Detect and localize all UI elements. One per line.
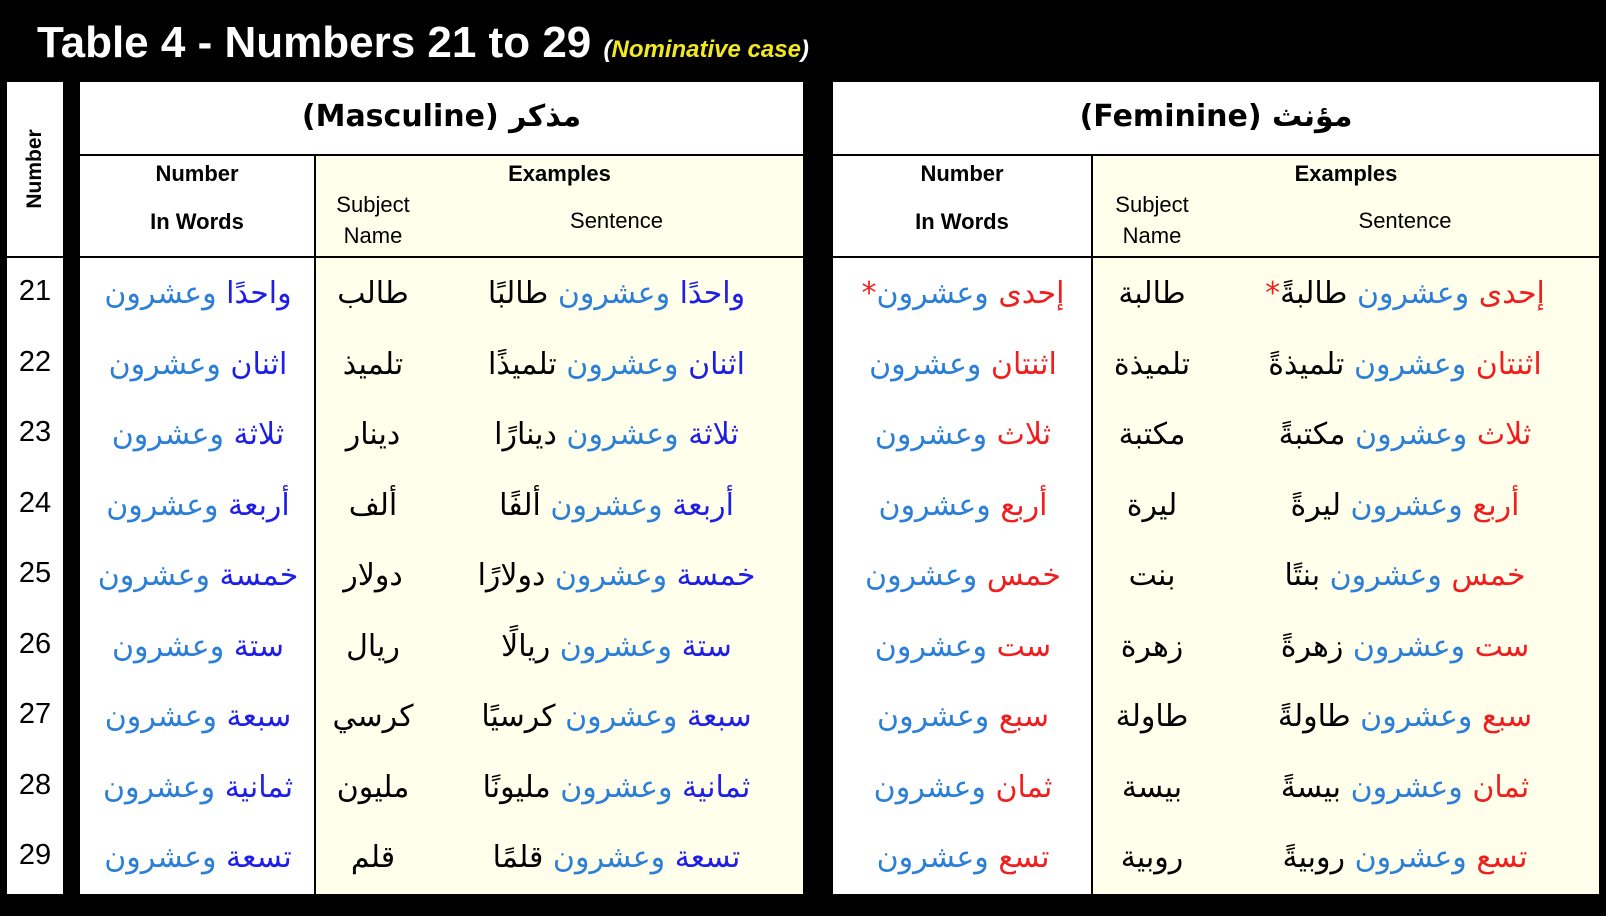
wa-conjunction: و <box>200 769 216 805</box>
masc-name-label: Name <box>343 223 403 248</box>
wa-conjunction: و <box>650 840 666 875</box>
number-cell: 22 <box>18 345 52 378</box>
number-word: خمس <box>1451 558 1526 593</box>
footnote-star: * <box>1265 276 1281 311</box>
subject-name: طاولة <box>1115 699 1189 734</box>
counted-noun: دولارًا <box>477 558 546 593</box>
subject-name: قلم <box>350 840 396 875</box>
fem-sentence <box>1211 258 1599 329</box>
masc-number-in-words <box>80 752 316 823</box>
number-word: تسع <box>998 840 1050 875</box>
ishrun-word: عشرون <box>1352 628 1451 664</box>
masc-examples-header <box>316 156 803 256</box>
masc-number-label: Number <box>155 161 239 186</box>
wa-conjunction: و <box>974 840 989 875</box>
subject-name: ريال <box>346 628 400 664</box>
ishrun-word: عشرون <box>108 346 207 382</box>
masc-sentence <box>430 611 803 682</box>
counted-noun: روبيةً <box>1282 840 1346 875</box>
wa-conjunction: و <box>195 558 210 593</box>
ishrun-word: عشرون <box>106 487 204 523</box>
ishrun-word: عشرون <box>552 840 651 875</box>
number-word: اثنتان <box>1475 346 1542 382</box>
subject-name: ألف <box>348 487 398 523</box>
feminine-row <box>833 470 1599 541</box>
masculine-row <box>80 470 803 541</box>
masc-number-in-words <box>80 329 316 400</box>
masculine-panel <box>78 80 805 896</box>
number-word: واحدًا <box>226 276 292 311</box>
ishrun-word: عشرون <box>102 769 201 805</box>
masculine-row <box>80 822 803 893</box>
subject-name: تلميذة <box>1113 346 1191 382</box>
number-word: ثمانية <box>224 769 294 805</box>
ishrun-word: عشرون <box>878 487 977 523</box>
ishrun-word: عشرون <box>559 628 658 664</box>
fem-subject-name <box>1093 329 1211 400</box>
subject-name: ليرة <box>1126 487 1178 523</box>
subject-name: زهرة <box>1120 628 1184 664</box>
fem-name-label: Name <box>1122 223 1182 248</box>
wa-conjunction: و <box>1450 628 1466 664</box>
wa-conjunction: و <box>655 276 671 311</box>
fem-number-in-words <box>833 752 1093 823</box>
number-word: أربع <box>1472 487 1520 523</box>
wa-conjunction: و <box>974 276 989 311</box>
counted-noun: ألفًا <box>499 487 541 523</box>
number-word: سبع <box>998 699 1049 734</box>
fem-number-label: Number <box>920 161 1004 186</box>
wa-conjunction: و <box>1452 417 1468 452</box>
ishrun-word: عشرون <box>557 276 656 311</box>
ishrun-word: عشرون <box>104 276 203 311</box>
fem-subject-name <box>1093 681 1211 752</box>
wa-conjunction: و <box>1448 487 1463 523</box>
masc-subject-label: Subject <box>336 192 410 217</box>
ishrun-word: عشرون <box>873 769 972 805</box>
counted-noun: تلميذًا <box>487 346 557 382</box>
masc-inwords-label: In Words <box>150 209 244 234</box>
bottom-border <box>0 896 1606 916</box>
fem-number-in-words <box>833 329 1093 400</box>
fem-sentence <box>1211 470 1599 541</box>
fem-subject-label: Subject <box>1115 192 1189 217</box>
masc-subject-name <box>316 752 430 823</box>
feminine-row <box>833 329 1599 400</box>
masc-sentence <box>430 681 803 752</box>
subject-name: دينار <box>345 417 401 452</box>
masculine-column-headers <box>80 156 803 258</box>
number-word: ثلاثة <box>688 417 739 452</box>
number-word: سبعة <box>226 699 292 734</box>
fem-sentence <box>1211 611 1599 682</box>
wa-conjunction: و <box>1451 346 1467 382</box>
counted-noun: طالبةً <box>1280 276 1348 311</box>
feminine-body <box>833 258 1599 894</box>
number-cell: 23 <box>18 416 52 448</box>
masc-number-in-words <box>80 681 316 752</box>
wa-conjunction: و <box>962 558 978 593</box>
wa-conjunction: و <box>1457 699 1473 734</box>
wa-conjunction: و <box>1454 276 1470 311</box>
ishrun-word: عشرون <box>1350 487 1449 523</box>
masc-number-in-words <box>80 822 316 893</box>
number-column-header <box>7 82 63 258</box>
table-title <box>0 0 1606 80</box>
feminine-row <box>833 611 1599 682</box>
number-word: ست <box>1474 628 1530 664</box>
ishrun-word: عشرون <box>1360 699 1458 734</box>
masc-number-in-words <box>80 540 316 611</box>
counted-noun: زهرةً <box>1280 628 1344 664</box>
ishrun-word: عشرون <box>877 699 975 734</box>
masculine-row <box>80 258 803 329</box>
counted-noun: مليونًا <box>482 769 551 805</box>
feminine-header: (Feminine) مؤنث <box>833 82 1599 156</box>
number-header-label: Number <box>23 129 46 209</box>
masc-subject-name <box>316 329 430 400</box>
number-word: خمسة <box>219 558 299 593</box>
number-cell: 29 <box>18 839 52 871</box>
fem-subject-name <box>1093 470 1211 541</box>
feminine-row <box>833 399 1599 470</box>
wa-conjunction: و <box>648 487 663 523</box>
ishrun-word: عشرون <box>104 699 203 734</box>
wa-conjunction: و <box>652 558 668 593</box>
number-cell: 26 <box>18 627 52 660</box>
counted-noun: تلميذةً <box>1268 346 1345 382</box>
title-case: Nominative case <box>611 36 801 63</box>
ishrun-word: عشرون <box>111 628 210 664</box>
fem-number-in-words <box>833 258 1093 329</box>
number-word: ثلاث <box>996 417 1052 452</box>
number-word: خمسة <box>676 558 756 593</box>
wa-conjunction: و <box>203 487 219 523</box>
feminine-row <box>833 681 1599 752</box>
counted-noun: طالبًا <box>487 276 549 311</box>
ishrun-word: عشرون <box>565 699 663 734</box>
wa-conjunction: و <box>966 346 982 382</box>
wa-conjunction: و <box>1448 769 1463 805</box>
wa-conjunction: و <box>202 840 217 875</box>
masc-sentence-label: Sentence <box>570 208 663 233</box>
number-word: ثمان <box>995 769 1053 805</box>
number-word: ثمان <box>1472 769 1530 805</box>
subject-name: روبية <box>1120 840 1184 875</box>
number-word: ستة <box>681 628 732 664</box>
masc-subject-name <box>316 611 430 682</box>
ishrun-word: عشرون <box>1329 558 1428 593</box>
fem-subject-name <box>1093 540 1211 611</box>
wa-conjunction: و <box>976 487 991 523</box>
number-word: ست <box>996 628 1052 664</box>
ishrun-word: عشرون <box>876 276 975 311</box>
subject-name: بنت <box>1128 558 1176 593</box>
ishrun-word: عشرون <box>1350 769 1449 805</box>
masc-number-in-words <box>80 470 316 541</box>
fem-number-in-words <box>833 681 1093 752</box>
counted-noun: ريالًا <box>501 628 551 664</box>
wa-conjunction: و <box>657 769 673 805</box>
ishrun-word: عشرون <box>554 558 653 593</box>
fem-number-in-words <box>833 399 1093 470</box>
masculine-row <box>80 752 803 823</box>
number-word: أربعة <box>672 487 734 523</box>
wa-conjunction: و <box>972 628 988 664</box>
fem-sentence <box>1211 752 1599 823</box>
masc-subject-name <box>316 822 430 893</box>
number-word: سبعة <box>686 699 752 734</box>
fem-number-in-words <box>833 822 1093 893</box>
ishrun-word: عشرون <box>869 346 967 382</box>
fem-inwords-header <box>833 156 1093 256</box>
counted-noun: بنتًا <box>1284 558 1321 593</box>
number-word: خمس <box>986 558 1061 593</box>
wa-conjunction: و <box>972 417 988 452</box>
masc-subject-name <box>316 681 430 752</box>
wa-conjunction: و <box>206 346 221 382</box>
fem-examples-header <box>1093 156 1599 256</box>
number-word: أربعة <box>228 487 290 523</box>
number-column <box>5 80 65 896</box>
counted-noun: دينارًا <box>494 417 557 452</box>
counted-noun: طاولةً <box>1277 699 1351 734</box>
fem-number-in-words <box>833 611 1093 682</box>
masc-subject-name <box>316 258 430 329</box>
fem-number-in-words <box>833 470 1093 541</box>
masculine-row <box>80 329 803 400</box>
masculine-header: (Masculine) مذكر <box>80 82 803 156</box>
masc-sentence <box>430 399 803 470</box>
wa-conjunction: و <box>664 417 679 452</box>
number-word: واحدًا <box>679 276 746 311</box>
subject-name: بيسة <box>1121 769 1183 805</box>
masc-sentence <box>430 470 803 541</box>
masc-sentence <box>430 540 803 611</box>
fem-inwords-label: In Words <box>915 209 1009 234</box>
masc-examples-label: Examples <box>508 161 611 186</box>
number-word: إحدى <box>1478 276 1545 311</box>
feminine-row <box>833 752 1599 823</box>
ishrun-word: عشرون <box>1353 346 1452 382</box>
ishrun-word: عشرون <box>1355 417 1453 452</box>
feminine-panel <box>831 80 1601 896</box>
wa-conjunction: و <box>209 417 224 452</box>
feminine-column-headers <box>833 156 1599 258</box>
masc-subject-name <box>316 399 430 470</box>
wa-conjunction: و <box>209 628 225 664</box>
feminine-row <box>833 822 1599 893</box>
fem-subject-name <box>1093 399 1211 470</box>
ishrun-word: عشرون <box>874 628 973 664</box>
subject-name: دولار <box>343 558 403 593</box>
masculine-row <box>80 540 803 611</box>
wa-conjunction: و <box>974 699 990 734</box>
number-cell: 24 <box>18 486 52 519</box>
fem-subject-name <box>1093 611 1211 682</box>
fem-examples-label: Examples <box>1294 161 1398 186</box>
fem-sentence <box>1211 399 1599 470</box>
counted-noun: قلمًا <box>492 840 544 875</box>
number-word: إحدى <box>998 276 1065 311</box>
number-word: تسع <box>1476 840 1528 875</box>
fem-sentence-label: Sentence <box>1358 208 1452 233</box>
ishrun-word: عشرون <box>1356 276 1455 311</box>
number-cell: 28 <box>18 768 52 801</box>
masc-sentence <box>430 822 803 893</box>
counted-noun: ليرةً <box>1290 487 1341 523</box>
ishrun-word: عشرون <box>876 840 975 875</box>
masc-sentence <box>430 258 803 329</box>
number-cell: 21 <box>18 275 52 307</box>
number-word: تسعة <box>674 840 741 875</box>
ishrun-word: عشرون <box>566 346 665 382</box>
ishrun-word: عشرون <box>874 417 973 452</box>
ishrun-word: عشرون <box>550 487 649 523</box>
wa-conjunction: و <box>664 346 679 382</box>
ishrun-word: عشرون <box>111 417 210 452</box>
subject-name: كرسي <box>332 699 414 734</box>
number-cell: 27 <box>18 698 52 730</box>
number-word: اثنان <box>688 346 745 382</box>
subject-name: طالبة <box>1118 276 1186 311</box>
masc-number-in-words <box>80 258 316 329</box>
masculine-body <box>80 258 803 894</box>
masculine-row <box>80 611 803 682</box>
subject-name: طالب <box>337 276 409 311</box>
wa-conjunction: و <box>1452 840 1467 875</box>
number-word: ثمانية <box>682 769 751 805</box>
counted-noun: كرسيًا <box>481 699 556 734</box>
feminine-row <box>833 540 1599 611</box>
masculine-row <box>80 399 803 470</box>
number-word: ثلاثة <box>233 417 285 452</box>
feminine-row <box>833 258 1599 329</box>
title-main: Table 4 - Numbers 21 to 29 <box>37 18 592 67</box>
counted-noun: بيسةً <box>1280 769 1342 805</box>
number-word: اثنان <box>230 346 288 382</box>
ishrun-word: عشرون <box>566 417 665 452</box>
masc-sentence <box>430 329 803 400</box>
subject-name: تلميذ <box>342 346 404 382</box>
wa-conjunction: و <box>662 699 678 734</box>
subject-name: مليون <box>336 769 410 805</box>
number-cell: 25 <box>18 557 52 589</box>
fem-subject-name <box>1093 258 1211 329</box>
title-paren-open: ( <box>603 36 612 63</box>
ishrun-word: عشرون <box>97 558 196 593</box>
fem-sentence <box>1211 540 1599 611</box>
fem-sentence <box>1211 681 1599 752</box>
ishrun-word: عشرون <box>104 840 202 875</box>
masc-inwords-header <box>80 156 316 256</box>
fem-subject-name <box>1093 822 1211 893</box>
number-word: تسعة <box>226 840 292 875</box>
ishrun-word: عشرون <box>560 769 658 805</box>
number-word: أربع <box>1000 487 1048 523</box>
masc-subject-name <box>316 470 430 541</box>
wa-conjunction: و <box>657 628 673 664</box>
number-word: ثلاث <box>1476 417 1532 452</box>
subject-name: مكتبة <box>1118 417 1186 452</box>
fem-subject-name <box>1093 752 1211 823</box>
title-paren-close: ) <box>800 36 809 63</box>
number-word: اثنتان <box>990 346 1057 382</box>
ishrun-word: عشرون <box>865 558 963 593</box>
wa-conjunction: و <box>1427 558 1442 593</box>
number-word: سبع <box>1481 699 1533 734</box>
number-word: ستة <box>233 628 285 664</box>
masc-subject-name <box>316 540 430 611</box>
masc-sentence <box>430 752 803 823</box>
wa-conjunction: و <box>971 769 986 805</box>
ishrun-word: عشرون <box>1354 840 1453 875</box>
fem-number-in-words <box>833 540 1093 611</box>
masc-number-in-words <box>80 611 316 682</box>
masc-number-in-words <box>80 399 316 470</box>
fem-sentence <box>1211 329 1599 400</box>
wa-conjunction: و <box>202 276 217 311</box>
footnote-star: * <box>861 276 877 311</box>
counted-noun: مكتبةً <box>1278 417 1346 452</box>
fem-sentence <box>1211 822 1599 893</box>
wa-conjunction: و <box>202 699 217 734</box>
masculine-row <box>80 681 803 752</box>
